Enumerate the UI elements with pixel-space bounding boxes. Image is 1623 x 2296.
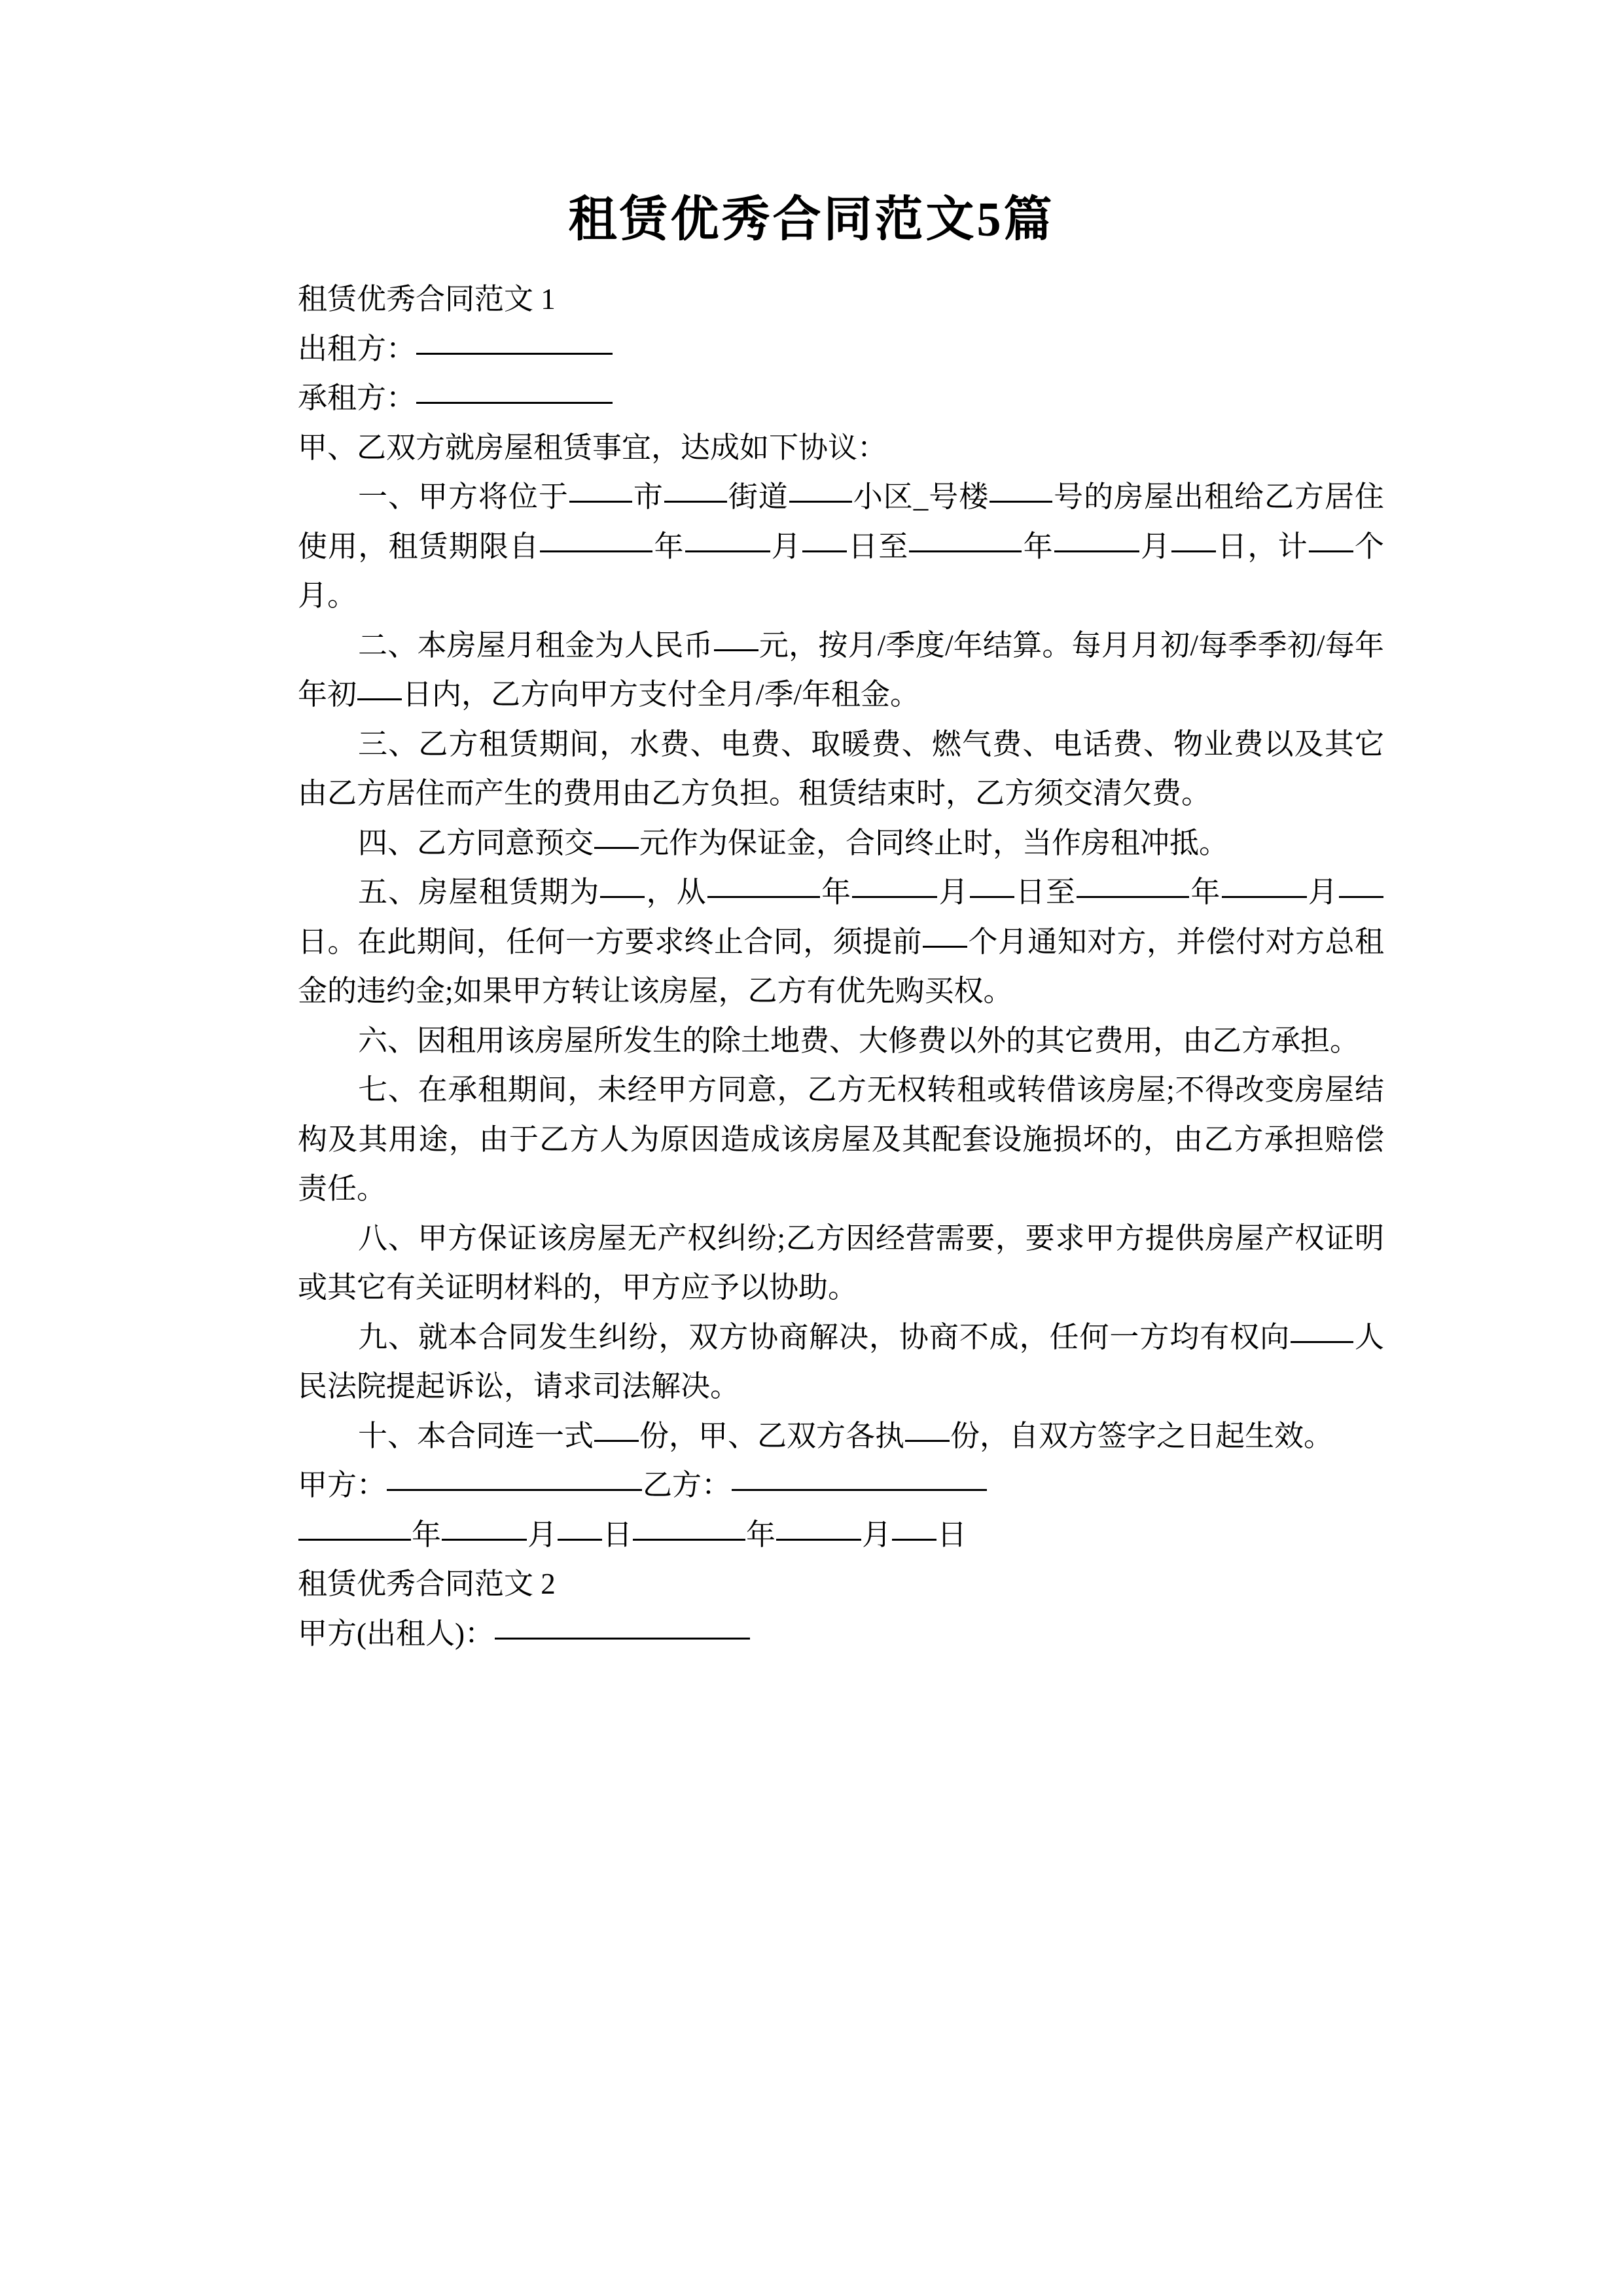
clause-3: 三、乙方租赁期间，水费、电费、取暖费、燃气费、电话费、物业费以及其它由乙方居住而产生的费用由乙方负担。租赁结束时，乙方须交清欠费。 xyxy=(298,727,1384,810)
clause-1-blank-months[interactable] xyxy=(1309,531,1353,552)
party-b-month-blank[interactable] xyxy=(776,1519,861,1541)
party-a-label: 甲方： xyxy=(298,1469,387,1501)
clause-1-blank-street[interactable] xyxy=(664,481,727,503)
clause-10 xyxy=(298,1412,1384,1462)
clause-5-blank-end-month[interactable] xyxy=(1222,876,1307,898)
clause-8: 八、甲方保证该房屋无产权纠纷;乙方因经营需要，要求甲方提供房屋产权证明或其它有关证明材料的，甲方应予以协助。 xyxy=(298,1221,1384,1304)
party-b-year-label: 年 xyxy=(746,1518,776,1551)
clause-5-part-7: 日。在此期间，任何一方要求终止合同，须提前 xyxy=(298,925,922,958)
section-2-lessor-blank[interactable] xyxy=(495,1618,750,1640)
clause-6: 六、因租用该房屋所发生的除土地费、大修费以外的其它费用，由乙方承担。 xyxy=(358,1024,1360,1057)
party-a-month-blank[interactable] xyxy=(442,1519,527,1541)
clause-1-blank-city[interactable] xyxy=(569,481,632,503)
clause-1-blank-start-day[interactable] xyxy=(802,531,847,552)
clause-2-part-1: 元，按月/季度/年结算。每月月初/每季季初/每年年初 xyxy=(298,628,1384,711)
clause-2 xyxy=(298,621,1384,720)
clause-10-blank-copies-total[interactable] xyxy=(594,1420,639,1442)
clause-5 xyxy=(298,868,1384,1016)
clause-1-part-1: 市 xyxy=(632,480,664,513)
clause-1-blank-number[interactable] xyxy=(990,481,1052,503)
party-a-month-label: 月 xyxy=(527,1518,558,1551)
clause-2-blank-rent[interactable] xyxy=(714,630,758,651)
clause-1-part-9: 月 xyxy=(1139,529,1171,563)
clause-5-blank-notice-months[interactable] xyxy=(923,926,967,948)
clause-1-part-3: 小区_号楼 xyxy=(852,480,990,513)
clause-4-part-1: 元作为保证金，合同终止时，当作房租冲抵。 xyxy=(639,826,1229,859)
party-b-year-blank[interactable] xyxy=(633,1519,745,1541)
party-b-month-label: 月 xyxy=(862,1518,892,1551)
clause-5-blank-term[interactable] xyxy=(600,876,645,898)
lessor-blank[interactable] xyxy=(416,333,613,355)
clause-1-part-8: 年 xyxy=(1022,529,1054,563)
party-a-year-label: 年 xyxy=(412,1518,442,1551)
clause-10-blank-copies-each[interactable] xyxy=(905,1420,950,1442)
clause-10-part-2: 份，自双方签字之日起生效。 xyxy=(950,1419,1334,1452)
agreement-intro: 甲、乙双方就房屋租赁事宜，达成如下协议： xyxy=(298,431,887,464)
party-a-day-label: 日 xyxy=(603,1518,633,1551)
clause-2-part-2: 日内，乙方向甲方支付全月/季/年租金。 xyxy=(402,678,920,711)
clause-5-part-2: 年 xyxy=(820,876,852,908)
clause-1-part-2: 街道 xyxy=(727,480,789,513)
party-a-day-blank[interactable] xyxy=(558,1519,602,1541)
clause-1-blank-start-year[interactable] xyxy=(540,531,652,552)
clause-10-part-1: 份，甲、乙双方各执 xyxy=(639,1419,905,1452)
party-b-day-blank[interactable] xyxy=(892,1519,936,1541)
signature-date-row xyxy=(298,1511,1384,1560)
clause-1-part-11: 个月。 xyxy=(298,529,1384,612)
party-b-day-label: 日 xyxy=(937,1518,967,1551)
clause-5-blank-start-month[interactable] xyxy=(852,876,937,898)
section-heading-1: 租赁优秀合同范文 1 xyxy=(298,283,556,315)
clause-2-part-0: 二、本房屋月租金为人民币 xyxy=(358,628,713,662)
clause-1-blank-end-year[interactable] xyxy=(909,531,1022,552)
party-a-year-blank[interactable] xyxy=(298,1519,411,1541)
clause-5-part-1: ，从 xyxy=(645,876,707,908)
clause-1 xyxy=(298,473,1384,621)
clause-2-blank-day[interactable] xyxy=(357,679,402,700)
clause-9-part-1: 人民法院提起诉讼，请求司法解决。 xyxy=(298,1320,1384,1403)
clause-4 xyxy=(298,819,1384,869)
lessee-label: 承租方： xyxy=(298,382,416,414)
lessor-field-row xyxy=(298,325,1384,374)
party-b-blank[interactable] xyxy=(732,1469,987,1491)
clause-5-blank-end-year[interactable] xyxy=(1077,876,1189,898)
section-heading-2: 租赁优秀合同范文 2 xyxy=(298,1568,556,1600)
page-title: 租赁优秀合同范文5篇 xyxy=(568,193,1055,247)
clause-1-part-0: 一、甲方将位于 xyxy=(358,480,569,513)
clause-1-blank-start-month[interactable] xyxy=(685,531,770,552)
party-a-blank[interactable] xyxy=(387,1469,642,1491)
clause-5-part-3: 月 xyxy=(938,876,969,908)
clause-1-part-6: 月 xyxy=(770,529,802,563)
document-body xyxy=(298,275,1384,1659)
clause-5-blank-start-day[interactable] xyxy=(970,876,1014,898)
clause-4-blank-deposit[interactable] xyxy=(594,827,639,849)
clause-5-blank-end-day[interactable] xyxy=(1339,876,1383,898)
clause-9 xyxy=(298,1313,1384,1412)
clause-1-blank-end-month[interactable] xyxy=(1054,531,1139,552)
clause-1-part-4: 号的房屋出租给乙方居住使用，租赁期限自 xyxy=(298,480,1384,563)
clause-5-part-5: 年 xyxy=(1190,876,1221,908)
clause-1-part-10: 日，计 xyxy=(1217,529,1308,563)
party-b-label: 乙方： xyxy=(643,1469,732,1501)
section-2-lessor-row xyxy=(298,1609,1384,1659)
clause-5-part-6: 月 xyxy=(1307,876,1338,908)
clause-5-blank-start-year[interactable] xyxy=(707,876,820,898)
clause-5-part-0: 五、房屋租赁期为 xyxy=(358,876,600,908)
section-2-lessor-label: 甲方(出租人)： xyxy=(298,1617,494,1650)
clause-9-part-0: 九、就本合同发生纠纷，双方协商解决，协商不成，任何一方均有权向 xyxy=(358,1320,1291,1354)
clause-1-blank-end-day[interactable] xyxy=(1171,531,1216,552)
signature-row xyxy=(298,1461,1384,1511)
clause-4-part-0: 四、乙方同意预交 xyxy=(358,826,594,859)
clause-10-part-0: 十、本合同连一式 xyxy=(358,1419,594,1452)
clause-7: 七、在承租期间，未经甲方同意，乙方无权转租或转借该房屋;不得改变房屋结构及其用途，由于乙方人为原因造成该房屋及其配套设施损坏的，由乙方承担赔偿责任。 xyxy=(298,1073,1384,1205)
clause-5-part-4: 日至 xyxy=(1014,876,1077,908)
clause-1-part-5: 年 xyxy=(653,529,685,563)
clause-1-part-7: 日至 xyxy=(847,529,909,563)
clause-9-blank-court[interactable] xyxy=(1291,1321,1353,1343)
lessee-blank[interactable] xyxy=(416,382,613,404)
clause-5-part-8: 个月通知对方，并偿付对方总租金的违约金;如果甲方转让该房屋，乙方有优先购买权。 xyxy=(298,925,1384,1007)
lessee-field-row xyxy=(298,374,1384,423)
lessor-label: 出租方： xyxy=(298,332,416,365)
clause-1-blank-community[interactable] xyxy=(789,481,852,503)
